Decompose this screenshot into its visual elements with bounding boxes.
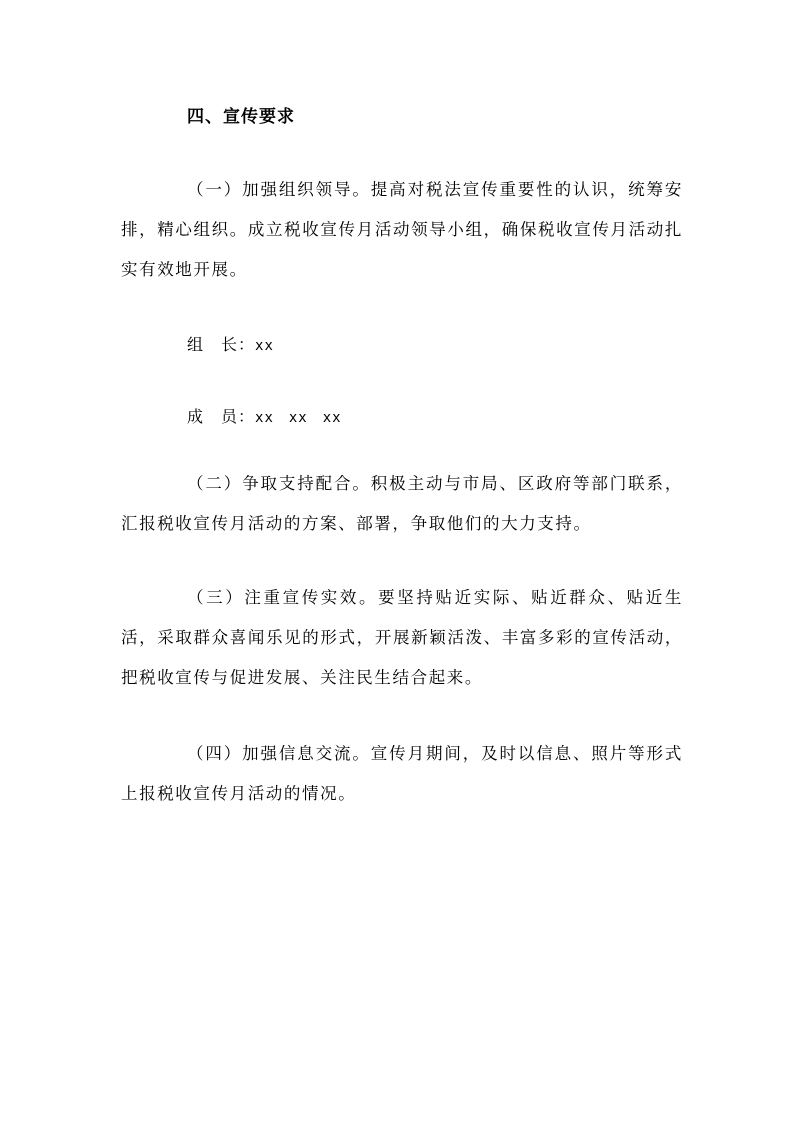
- members-value: xx xx xx: [255, 410, 342, 426]
- members-line: [187, 404, 342, 431]
- paragraph-support: （二）争取支持配合。积极主动与市局、区政府等部门联系，汇报税收宣传月活动的方案、部署，争取他们的大力支持。: [121, 474, 683, 533]
- paragraph-organization: （一）加强组织领导。提高对税法宣传重要性的认识，统筹安排，精心组织。成立税收宣传月活动领导小组，确保税收宣传月活动扎实有效地开展。: [121, 180, 683, 279]
- paragraph-effectiveness: （三）注重宣传实效。要坚持贴近实际、贴近群众、贴近生活，采取群众喜闻乐见的形式，开展新颖活泼、丰富多彩的宣传活动，把税收宣传与促进发展、关注民生结合起来。: [121, 588, 683, 687]
- members-label: 成 员：: [187, 407, 256, 426]
- leader-label: 组 长：: [187, 335, 256, 354]
- leader-line: [187, 332, 274, 359]
- section-heading: 四、宣传要求: [187, 107, 295, 127]
- leader-value: xx: [255, 338, 274, 354]
- paragraph-information: （四）加强信息交流。宣传月期间，及时以信息、照片等形式上报税收宣传月活动的情况。: [121, 744, 683, 803]
